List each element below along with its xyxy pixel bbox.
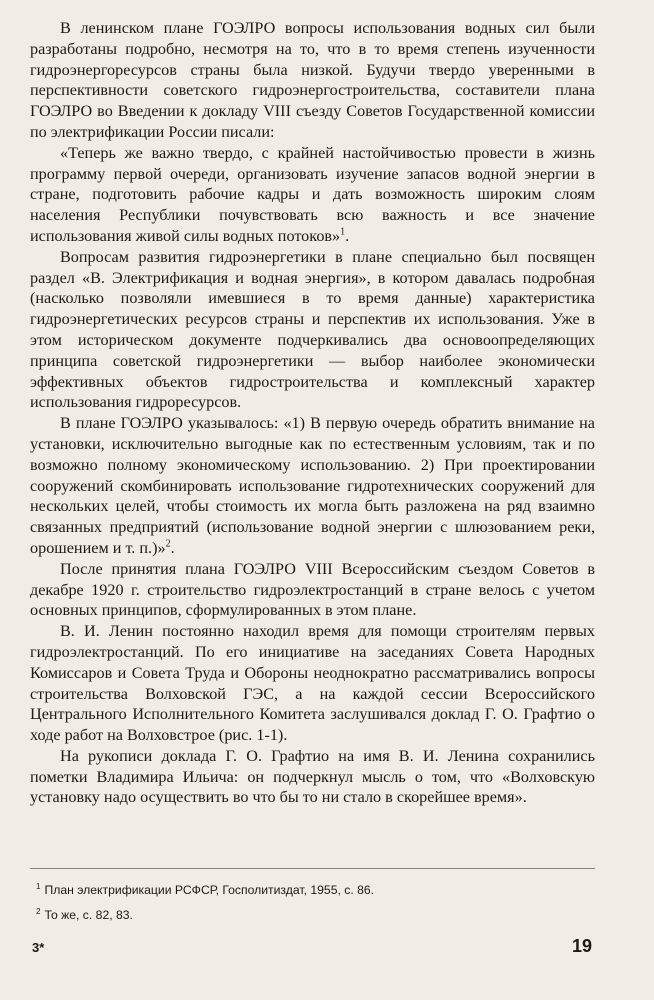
paragraph: В. И. Ленин постоянно находил время для помощи строителям первых гидроэлектростанций. По его инициативе на заседаниях Совета Народных Комиссаров и Совета Труда и Обороны неоднократно рассматривались вопросы строительства Волховской ГЭС, а на каждой сессии Всероссийского Центрального Исполнительного Комитета заслушивался доклад Г. О. Графтио о ходе работ на Волховстрое (рис. 1-1). <box>30 622 595 745</box>
footnote-ref: 1 <box>340 226 346 238</box>
quote-text: «Теперь же важно твердо, с крайней настойчивостью провести в жизнь программу первой очереди, организовать изучение запасов водной энергии в стране, подготовить рабочие кадры и дать возможность широким слоям населения Республики почувствовать всю важность и все значение использования живой силы водных потоков» <box>30 143 595 245</box>
footnote <box>30 883 595 898</box>
page-number: 19 <box>572 936 593 956</box>
footnote-ref: 2 <box>165 538 171 550</box>
quote-text: В плане ГОЭЛРО указывалось: «1) В первую очередь обратить внимание на установки, исключительно выгодные как по естественным условиям, так и по возможно полному экономическому использованию. 2) При проектировании сооружений скомбинировать использование гидротехнических сооружений для нескольких целей, чтобы стоимость их могла быть разложена на ряд взаимно связанных предприятий (использование водной энергии с шлюзованием реки, орошением и т. п.)» <box>30 414 595 557</box>
footnotes <box>30 868 595 933</box>
page-body <box>30 18 595 808</box>
printer-signature: 3* <box>32 940 45 955</box>
footnote-mark: 2 <box>36 906 41 916</box>
paragraph: После принятия плана ГОЭЛРО VIII Всероссийским съездом Советов в декабре 1920 г. строительство гидроэлектростанций в стране велось с учетом основных принципов, сформулированных в этом плане. <box>30 559 595 620</box>
footnote-mark: 1 <box>36 881 41 891</box>
paragraph: Вопросам развития гидроэнергетики в плане специально был посвящен раздел «В. Электрификация и водная энергия», в котором давалась подробная (насколько позволяли имевшиеся в то время данные) характеристика гидроэнергетических ресурсов страны и перспектив их использования. Уже в этом историческом документе подчеркивались два основоопределяющих принципа советской гидроэнергетики — выбор наиболее экономически эффективных объектов гидростроительства и комплексный характер использования гидроресурсов. <box>30 247 595 412</box>
main-text <box>30 18 595 808</box>
quote-paragraph: В плане ГОЭЛРО указывалось: «1) В первую очередь обратить внимание на установки, исключительно выгодные как по естественным условиям, так и по возможно полному экономическому использованию. 2) При проектировании сооружений скомбинировать использование гидротехнических сооружений для нескольких целей, чтобы стоимость их могла быть разложена на ряд взаимно связанных предприятий (использование водной энергии с шлюзованием реки, орошением и т. п.)»$^2$. <box>30 414 595 557</box>
footnote <box>30 908 595 923</box>
footnote-text: План электрификации РСФСР, Госполитиздат, 1955, с. 86. <box>44 883 375 897</box>
quote-paragraph: «Теперь же важно твердо, с крайней настойчивостью провести в жизнь программу первой очереди, организовать изучение запасов водной энергии в стране, подготовить рабочие кадры и дать возможность широким слоям населения Республики почувствовать всю важность и все значение использования живой силы водных потоков»$^1$. <box>30 143 595 245</box>
paragraph: В ленинском плане ГОЭЛРО вопросы использования водных сил были разработаны подробно, несмотря на то, что в то время степень изученности гидроэнергоресурсов страны была низкой. Будучи твердо уверенными в перспективности советского гидроэнергостроительства, составители плана ГОЭЛРО во Введении к докладу VIII съезду Советов Государственной комиссии по электрификации России писали: <box>30 19 595 141</box>
footnote-text: То же, с. 82, 83. <box>44 908 133 922</box>
paragraph: На рукописи доклада Г. О. Графтио на имя В. И. Ленина сохранились пометки Владимира Ильича: он подчеркнул мысль о том, что «Волховскую установку надо осуществить во что бы то ни стало в скорейшее время». <box>30 746 595 807</box>
